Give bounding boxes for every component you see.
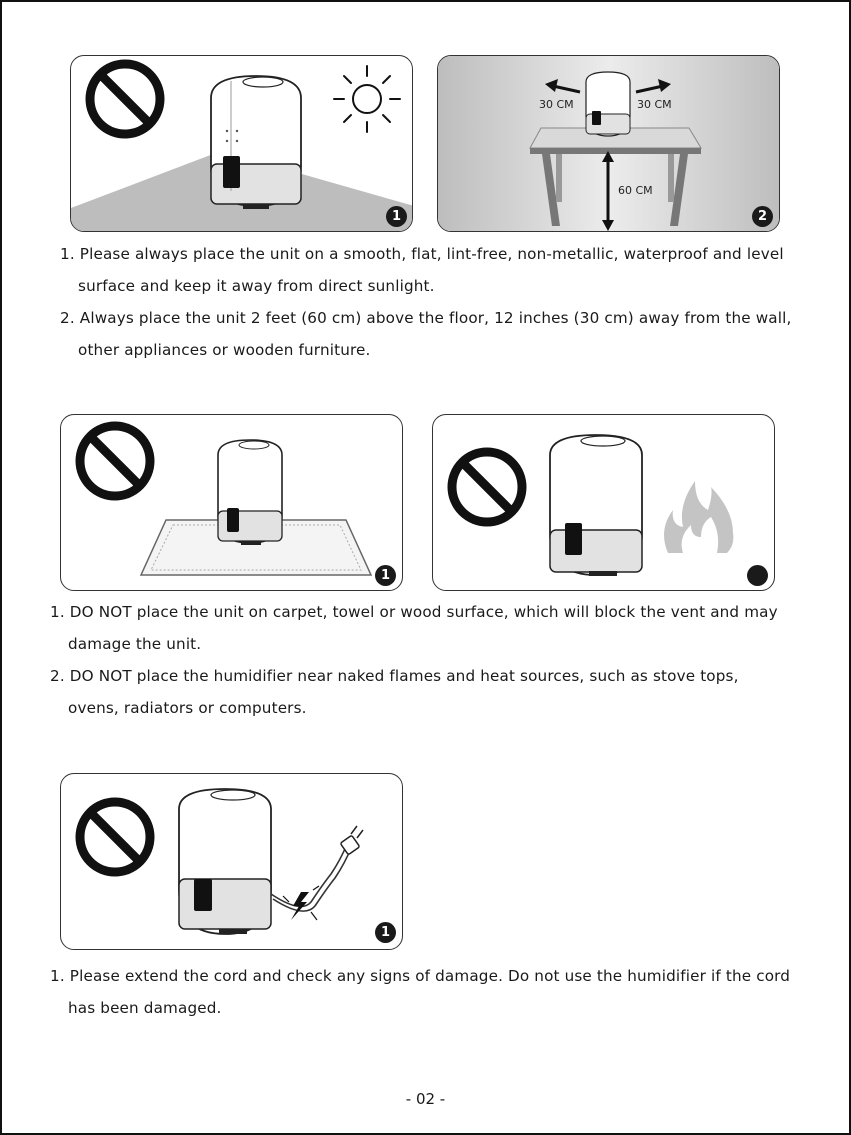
figure-no-carpet — [60, 414, 403, 591]
prohibited-icon — [90, 64, 160, 134]
right-distance-label: 30 CM — [637, 98, 672, 111]
humidifier-icon — [211, 76, 301, 209]
height-label: 60 CM — [618, 184, 653, 197]
left-distance-label: 30 CM — [539, 98, 574, 111]
section-2-instructions — [50, 596, 778, 724]
figure-no-flames — [432, 414, 775, 591]
figure-badge: 1 — [375, 922, 396, 943]
humidifier-icon — [218, 440, 282, 545]
list-item-continuation: other appliances or wooden furniture. — [78, 341, 371, 359]
fire-icon — [664, 481, 733, 553]
list-item-continuation: ovens, radiators or computers. — [68, 699, 307, 717]
list-item: 2. Always place the unit 2 feet (60 cm) above the floor, 12 inches (30 cm) away from the wall, — [60, 309, 792, 327]
section-1-instructions — [60, 238, 791, 366]
figure-badge: 1 — [375, 565, 396, 586]
list-item-continuation: damage the unit. — [68, 635, 202, 653]
figure-placement-distance — [437, 55, 780, 232]
prohibited-icon — [80, 426, 150, 496]
list-item: 1. Please always place the unit on a smooth, flat, lint-free, non-metallic, waterproof and level — [60, 245, 784, 263]
list-item-continuation: surface and keep it away from direct sunlight. — [78, 277, 435, 295]
humidifier-icon — [586, 72, 630, 136]
humidifier-icon — [550, 435, 642, 576]
list-item-continuation: has been damaged. — [68, 999, 222, 1017]
figure-badge: 2 — [752, 206, 773, 227]
figure-badge — [747, 565, 768, 586]
page-number: - 02 - — [405, 1090, 446, 1108]
prohibited-icon — [452, 452, 522, 522]
figure-badge: 1 — [386, 206, 407, 227]
list-item: 2. DO NOT place the humidifier near naked flames and heat sources, such as stove tops, — [50, 667, 739, 685]
prohibited-icon — [80, 802, 150, 872]
humidifier-icon — [179, 789, 271, 934]
cord-icon — [271, 844, 351, 911]
list-item: 1. Please extend the cord and check any signs of damage. Do not use the humidifier if the cord — [50, 967, 791, 985]
sun-icon — [334, 66, 400, 132]
figure-no-sunlight — [70, 55, 413, 232]
list-item: 1. DO NOT place the unit on carpet, towel or wood surface, which will block the vent and may — [50, 603, 778, 621]
section-3-instructions — [50, 960, 790, 1024]
figure-damaged-cord — [60, 773, 403, 950]
